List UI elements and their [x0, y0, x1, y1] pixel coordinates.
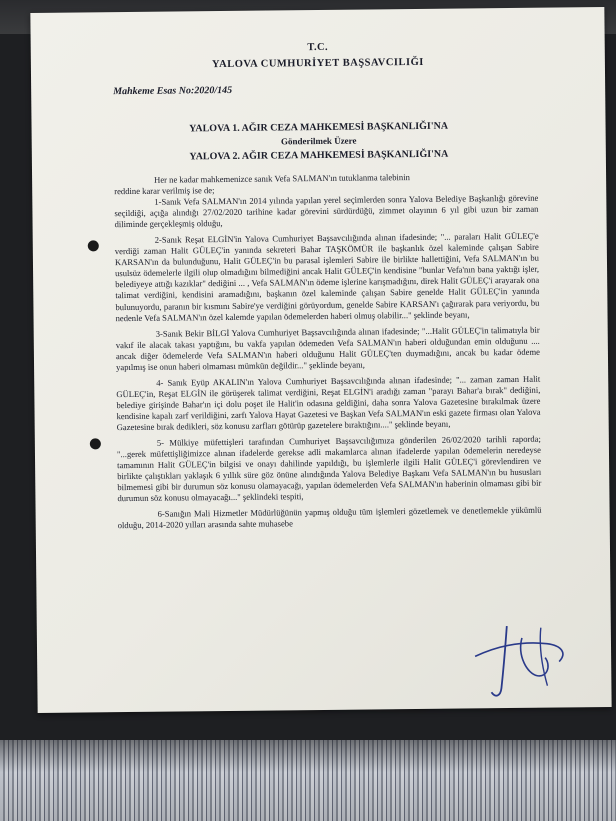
paragraph-1: 1-Sanık Vefa SALMAN'ın 2014 yılında yapılan yerel seçimlerden sonra Yalova Belediye Başkanlığı görevine seçildiği, açığa alındığı 27/02/2020 tarihine kadar görevini sürdürdüğü, zimmet olayının 6 yıl gibi uzun bir zaman diliminde gerçekleşmiş olduğu, [114, 192, 539, 230]
recipient-court-2: YALOVA 2. AĞIR CEZA MAHKEMESİ BAŞKANLIĞI'NA [189, 148, 449, 163]
forward-note: Gönderilmek Üzere [280, 135, 357, 147]
paragraph-intro: Her ne kadar mahkemenizce sanık Vefa SALMAN'ın tutuklanma talebinin [154, 172, 410, 185]
paragraph-5: 5- Mülkiye müfettişleri tarafından Cumhuriyet Başsavcılığımıza gönderilen 26/02/2020 tarihli raporda; "...gerek müfettişliğimizce alınan ifadelerde gerekse adli makamlarca alınan ifadelerde yapılan ödemelerin neredeyse tamamının Halit GÜLEÇ'in bilgisi ve onayı dahilinde yapıldığı, bu işlemlerle ilgili Halit GÜLEÇ'i görevlendiren ve birlikte çalıştıkları yaklaşık 6 yıllık süre göz önüne alındığında Yalova Belediye Başkanı Vefa SALMAN'ın bu hususları bilmemesi gibi bir durumun söz konusu olamayacağı, yapılan ödemelerden Vefa SALMAN'ın haberinin olmaması gibi bir durumun söz konusu olmayacağı..." şeklindeki tespiti, [116, 433, 542, 504]
paragraph-4: 4- Sanık Eyüp AKALIN'ın Yalova Cumhuriyet Başsavcılığında alınan ifadesinde; "... zaman zaman Halit GÜLEÇ'in, Reşat ELGİN ile görüşerek talimat verdiğini, Reşat ELGİN'i aradığı zaman "parayı Bahar'a bırak" dediğini, belediye girişinde Bahar'ın içi dolu poşet ile Halit'in odasına geldiğini, daha sonra Yalova Gazetesine bırakılmak üzere kendisine kapalı zarf verildiğini, zarfı Yalova Hayat Gazetesi ve Başkan Vefa SALMAN'ın eski gazete firması olan Yalova Gazetesine bırak dedikleri, söz konusu zarfları götürüp gazetelere bıraktığını...." şeklinde beyanı, [116, 373, 541, 433]
document-body [114, 171, 542, 532]
paragraph-intro-cont: reddine karar verilmiş ise de; [114, 185, 215, 197]
background-fabric [0, 740, 616, 821]
case-number: Mahkeme Esas No:2020/145 [113, 84, 233, 98]
paragraph-6: 6-Sanığın Mali Hizmetler Müdürlüğünün yapmış olduğu tüm işlemleri gözetlemek ve denetlemekle yükümlü olduğu, 2014-2020 yılları arasında sahte muhasebe [117, 505, 542, 531]
recipient-court-1: YALOVA 1. AĞIR CEZA MAHKEMESİ BAŞKANLIĞI'NA [189, 120, 449, 135]
paragraph-2: 2-Sanık Reşat ELGİN'in Yalova Cumhuriyet Başsavcılığında alınan ifadesinde; "... paraları Halit GÜLEÇ'e verdiği zaman Halit GÜLEÇ'in yanında sekreteri Bahar TAŞKÖMÜR ile başkanlık özel kaleminde çalışan Sabire KARSAN'ın da bulunduğunu, Halit GÜLEÇ'in bu parasal işlemleri Sabire ile birlikte hallettiğini, Vefa SALMAN'ın bu usulsüz ödemelerle ilgili olup olmadığını bilmediğini ancak Halit GÜLEÇ'in kendisine "bunlar Vefa'nın bana yaktığı işler, belediyeye attığı kazıklar" dediğini ... , Vefa SALMAN'ın ödeme işlerine karışmadığını, direk Halit GÜLEÇ'i arayarak ona talimat verdiğini, kendisini aramadığını, başkanın özel kaleminde çalışan Sabire genelde Halit GÜLEÇ'in yanında bulunuyordu, paranın bir kısmını Sabire'ye verdiğini görüyordum, genelde Sabire KARSAN'ı çağırarak para veriyordu, bu nedenle Vefa SALMAN'ın özel kalemde yapılan ödemelerden haberi olmuş olabilir..." şeklinde beyanı, [114, 230, 540, 323]
document-page [30, 7, 611, 713]
paragraph-3: 3-Sanık Bekir BİLGİ Yalova Cumhuriyet Başsavcılığında alınan ifadesinde; "...Halit GÜLEÇ'in talimatıyla bir vakıf ile alacak takası yaptığını, bu vakfa yapılan ödemeden Vefa SALMAN'ın haberi olduğundan emin olduğunu .... ancak diğer ödemelerde Vefa SALMAN'ın haberi olduğunu Halit GÜLEÇ'ten duymadığını, ancak bu kadar ödeme yapılmış ise onun haberi olmaması mümkün değildir..." şeklinde beyanı, [115, 324, 540, 372]
punch-hole-icon [90, 438, 101, 449]
header-tc: T.C. [307, 41, 329, 54]
punch-hole-icon [88, 240, 99, 251]
office-title: YALOVA CUMHURİYET BAŞSAVCILIĞI [211, 56, 424, 71]
signature-icon [467, 615, 578, 702]
